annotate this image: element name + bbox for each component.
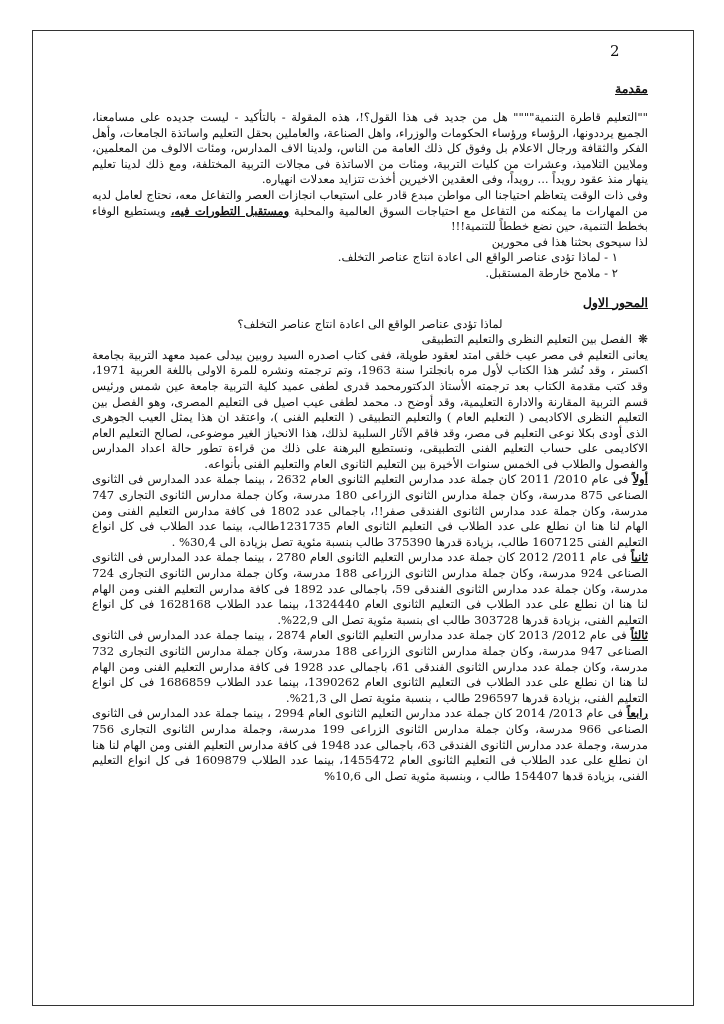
intro-paragraph-3: لذا سيحوى بحثنا هذا فى محورين: [491, 234, 648, 249]
year-text: فى عام 2010/ 2011 كان جملة عدد مدارس التعليم الثانوى العام 2632 ، بينما جملة عدد المدارس فى الثانوى الصناعى 875 مدرسة، وكان جملة مدارس الثانوى الزراعى 180 مدرسة، وكان جملة مدارس الثانوى التجارى 747 مدرسة، وكان جملة عدد مدارس الثانوى الفندقى صفر!!، باجمالى عدد 1802 فى كافة مدارس التعليم الفنى ومن الهام لنا هنا ان نطلع على عدد الطلاب فى التعليم الثانوى العام 1231735طالب، بينما عدد الطلاب فى كل انواع التعليم الفنى 1607125 طالب، بزيادة قدرها 375390 طالب بنسبة مئوية تصل بزيادة الى 30,4% .: [92, 472, 648, 549]
intro-heading: مقدمة: [615, 81, 648, 96]
year-label: أولاً: [632, 472, 648, 487]
year-paragraph-1: [92, 472, 648, 550]
year-label: رابعاً: [626, 706, 649, 721]
year-paragraph-3: [92, 628, 648, 706]
year-paragraph-4: [92, 706, 648, 784]
intro-paragraph-2-end: ويستطيع الوفاء بخطط التنمية، حين نضع خططاً للتنمية!!!: [92, 203, 648, 234]
axis1-question: لماذا تؤدى عناصر الواقع الى اعادة انتاج عناصر التخلف؟: [237, 316, 503, 331]
year-text: فى عام 2011/ 2012 كان جملة عدد مدارس التعليم الثانوى العام 2780 ، بينما جملة عدد المدارس فى الثانوى الصناعى 924 مدرسة، وكان جملة مدارس الثانوى الزراعى 188 مدرسة، وكان جملة مدارس الثانوى التجارى 724 مدرسة، وكان جملة عدد مدارس الثانوى الفندقى 59، باجمالى عدد 1892 فى كافة مدارس التعليم الفنى ومن الهام لنا هنا ان نطلع على عدد الطلاب فى التعليم الثانوى العام 1324440، بينما عدد الطلاب 1628168 فى كل انواع التعليم الفنى، بزيادة قدرها 303728 طالب اى بنسبة مئوية تصل الى 22,9%.: [92, 550, 648, 627]
axis1-subheading: [92, 332, 648, 348]
axis1-heading: المحور الاول: [582, 294, 648, 310]
year-label: ثانياً: [631, 550, 649, 565]
axes-list: [92, 250, 648, 281]
star-bullet-icon: ❋: [637, 332, 648, 347]
document-body: [92, 80, 648, 784]
axes-list-item: ١ - لماذا تؤدى عناصر الواقع الى اعادة انتاج عناصر التخلف.: [337, 250, 618, 265]
year-paragraph-2: [92, 550, 648, 628]
intro-paragraph-2: [92, 188, 648, 235]
intro-paragraph-2-emphasis: ومستقبل التطورات فيه،: [170, 203, 290, 218]
axis1-paragraph: يعانى التعليم فى مصر عيب خلقى امتد لعقود طويلة، ففى كتاب اصدره السيد روبين بيدلى عميد معهد التربية بجامعة اكستر ، وقد نُشر هذا الكتاب لأول مره بانجلترا سنة 1963، وتم ترجمته ونشره للمرة الاولى باللغة العربية 1971، وقد كتب مقدمة الكتاب بعد ترجمته الأستاذ الدكتورمحمد قدرى لطفى عميد كلية التربية جامعة عين شمس ورئيس قسم التربية المقارنة والادارة التعليمية، وقد أوضح د. محمد لطفى عيب اصيل فى التعليم المصرى، وهو الفصل بين التعليم النظرى الاكاديمى ( التعليم العام ) والتعليم التطبيقى ( التعليم الفنى )، واعتقد ان هذا يمثل العيب الجوهرى الذى أودى بكلا نوعى التعليم فى مصر، وقد فاقم الآثار السلبية لذلك، هذا الانحياز الغير موضوعى، لصالح التعليم العام الاكاديمى على حساب التعليم الفنى التطبيقى، ونستطيع البرهنة على ذلك من قراءة تطور حالة اعداد المدارس والفصول والطلاب فى الخمس سنوات الأخيرة بين التعليم الثانوى العام والتعليم الفنى بأنواعه.: [92, 347, 648, 471]
year-label: ثالثاً: [630, 628, 649, 643]
axis1-subheading-text: الفصل بين التعليم النظرى والتعليم التطبيقى: [421, 332, 632, 347]
year-text: فى عام 2012/ 2013 كان جملة عدد مدارس التعليم الثانوى العام 2874 ، بينما جملة عدد المدارس فى الثانوى الصناعى 947 مدرسة، وكان جملة مدارس الثانوى الزراعى 188 مدرسة، وكان جملة مدارس الثانوى التجارى 732 مدرسة، وكان جملة عدد مدارس الثانوى الفندقى 61، باجمالى عدد 1928 فى كافة مدارس التعليم الفنى ومن الهام لنا هنا ان نطلع على عدد الطلاب فى التعليم الثانوى العام 1390262، بينما عدد الطلاب 1686859 فى كل انواع التعليم الفنى، بزيادة قدرها 296597 طالب ، بنسبة مئوية تصل الى 21,3%.: [92, 628, 648, 705]
intro-paragraph-2-start: وفى ذات الوقت يتعاظم احتياجنا الى مواطن مبدع قادر على استيعاب انجازات العصر والتفاعل معه، نحتاج لعامل لديه من المهارات ما يمكنه من التفاعل مع احتياجات السوق العالمية والمحلية: [92, 187, 648, 218]
year-text: فى عام 2013/ 2014 كان جملة عدد مدارس التعليم الثانوى العام 2994 ، بينما جملة عدد المدارس فى الثانوى الصناعى 966 مدرسة، وكان جملة مدارس الثانوى الزراعى 199 مدرسة، وجملة مدارس الثانوى التجارى 756 مدرسة، وجملة عدد مدارس الثانوى الفندقى 63، باجمالى عدد 1948 فى كافة مدارس التعليم الفنى ومن الهام لنا هنا ان نطلع على عدد الطلاب فى التعليم الثانوى العام 1455472، بينما عدد الطلاب 1609879 فى كل انواع التعليم الفنى، بزيادة قدها 154407 طالب ، وبنسبة مئوية تصل الى 10,6%: [92, 706, 649, 783]
page-number: 2: [610, 42, 620, 60]
intro-paragraph-1: ""التعليم قاطرة التنمية"""" هل من جديد فى هذا القول؟!، هذه المقولة - بالتأكيد - ليست جديده على مسامعنا، الجميع يرددونها، الرؤساء ورؤساء الحكومات والوزراء، واهل الصناعة، والعاملين بحقل التعليم واساتذة الجامعات، وأهل الفكر والثقافة ورجال الاعلام بل وفوق كل ذلك العامة من الناس، ولدينا الاف المدارس، ومئات الالوف من المعلمين، وملايين التلاميذ، وعشرات من كليات التربية، ومئات من الاساتذة فى مجالات التربية المختلفة، ومع ذلك لدينا تعليم ينهار منذ عقود رويداً ... رويداً، وفى العقدين الاخيرين أخذت تتزايد معدلات انهياره.: [92, 110, 648, 187]
axes-list-item: ٢ - ملامح خارطة المستقبل.: [485, 265, 618, 280]
